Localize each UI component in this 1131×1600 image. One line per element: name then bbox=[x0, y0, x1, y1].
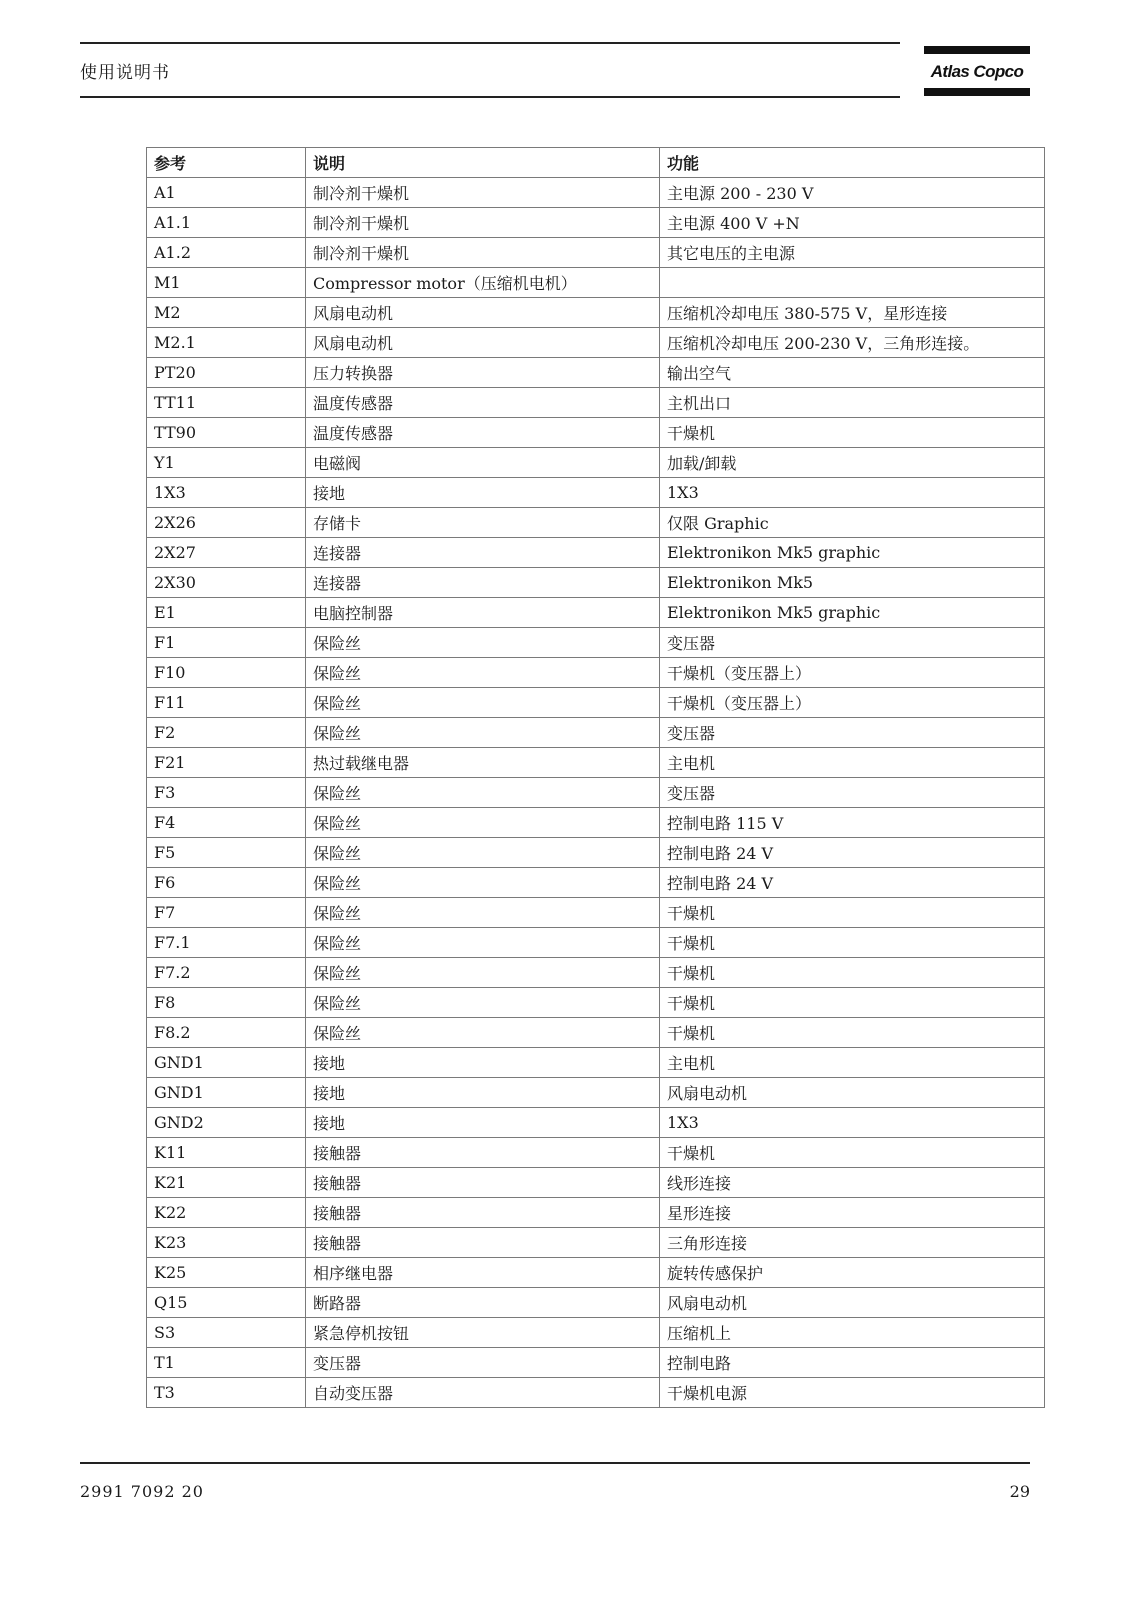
reference-cell: T3 bbox=[147, 1378, 306, 1408]
table-row bbox=[147, 928, 1045, 958]
reference-cell: GND1 bbox=[147, 1048, 306, 1078]
description-cell: 保险丝 bbox=[306, 838, 660, 868]
table-row bbox=[147, 778, 1045, 808]
reference-cell: GND1 bbox=[147, 1078, 306, 1108]
function-cell: 干燥机 bbox=[660, 898, 1045, 928]
table-row bbox=[147, 1138, 1045, 1168]
reference-cell: PT20 bbox=[147, 358, 306, 388]
description-cell: 电脑控制器 bbox=[306, 598, 660, 628]
reference-cell: Q15 bbox=[147, 1288, 306, 1318]
reference-table bbox=[146, 147, 1045, 1408]
table-row bbox=[147, 718, 1045, 748]
table-row bbox=[147, 1288, 1045, 1318]
table-row bbox=[147, 1378, 1045, 1408]
reference-cell: F1 bbox=[147, 628, 306, 658]
reference-cell: 2X27 bbox=[147, 538, 306, 568]
description-cell: 连接器 bbox=[306, 568, 660, 598]
table-row bbox=[147, 1168, 1045, 1198]
description-cell: 风扇电动机 bbox=[306, 328, 660, 358]
table-row bbox=[147, 628, 1045, 658]
description-cell: 温度传感器 bbox=[306, 418, 660, 448]
function-cell: 压缩机上 bbox=[660, 1318, 1045, 1348]
reference-cell: TT11 bbox=[147, 388, 306, 418]
description-cell: 接地 bbox=[306, 1078, 660, 1108]
function-cell: 干燥机（变压器上） bbox=[660, 658, 1045, 688]
function-cell: 主电机 bbox=[660, 1048, 1045, 1078]
description-cell: 接触器 bbox=[306, 1138, 660, 1168]
reference-cell: F2 bbox=[147, 718, 306, 748]
reference-cell: F5 bbox=[147, 838, 306, 868]
function-cell: 主电源 400 V +N bbox=[660, 208, 1045, 238]
reference-cell: K21 bbox=[147, 1168, 306, 1198]
table-row bbox=[147, 448, 1045, 478]
table-row bbox=[147, 748, 1045, 778]
reference-cell: A1.1 bbox=[147, 208, 306, 238]
logo-wordmark bbox=[924, 58, 1030, 84]
description-cell: 自动变压器 bbox=[306, 1378, 660, 1408]
table-row bbox=[147, 1258, 1045, 1288]
reference-cell: 1X3 bbox=[147, 478, 306, 508]
description-cell: 保险丝 bbox=[306, 808, 660, 838]
function-cell: 压缩机冷却电压 200-230 V，三角形连接。 bbox=[660, 328, 1045, 358]
reference-cell: F6 bbox=[147, 868, 306, 898]
function-cell: Elektronikon Mk5 bbox=[660, 568, 1045, 598]
description-cell: 热过载继电器 bbox=[306, 748, 660, 778]
table-row bbox=[147, 1018, 1045, 1048]
table-row bbox=[147, 658, 1045, 688]
description-cell: 接地 bbox=[306, 478, 660, 508]
reference-cell: S3 bbox=[147, 1318, 306, 1348]
description-cell: 保险丝 bbox=[306, 718, 660, 748]
description-cell: 保险丝 bbox=[306, 988, 660, 1018]
table-row bbox=[147, 508, 1045, 538]
table-row bbox=[147, 1228, 1045, 1258]
description-cell: 保险丝 bbox=[306, 928, 660, 958]
table-row bbox=[147, 178, 1045, 208]
function-cell: 输出空气 bbox=[660, 358, 1045, 388]
function-cell: 变压器 bbox=[660, 718, 1045, 748]
description-cell: 制冷剂干燥机 bbox=[306, 178, 660, 208]
table-row bbox=[147, 838, 1045, 868]
table-row bbox=[147, 358, 1045, 388]
function-cell: 风扇电动机 bbox=[660, 1078, 1045, 1108]
reference-cell: K25 bbox=[147, 1258, 306, 1288]
description-cell: 温度传感器 bbox=[306, 388, 660, 418]
description-cell: 相序继电器 bbox=[306, 1258, 660, 1288]
table-row bbox=[147, 298, 1045, 328]
table-row bbox=[147, 478, 1045, 508]
reference-cell: K23 bbox=[147, 1228, 306, 1258]
reference-cell: F7 bbox=[147, 898, 306, 928]
reference-cell: F7.2 bbox=[147, 958, 306, 988]
page-number: 29 bbox=[1009, 1482, 1030, 1501]
function-cell: Elektronikon Mk5 graphic bbox=[660, 598, 1045, 628]
column-header-description: 说明 bbox=[306, 148, 660, 178]
description-cell: 压力转换器 bbox=[306, 358, 660, 388]
description-cell: 紧急停机按钮 bbox=[306, 1318, 660, 1348]
description-cell: 保险丝 bbox=[306, 868, 660, 898]
table-row bbox=[147, 988, 1045, 1018]
table-row bbox=[147, 538, 1045, 568]
reference-cell: F11 bbox=[147, 688, 306, 718]
reference-cell: M2.1 bbox=[147, 328, 306, 358]
reference-cell: E1 bbox=[147, 598, 306, 628]
function-cell: 干燥机 bbox=[660, 928, 1045, 958]
footer-rule bbox=[80, 1462, 1030, 1464]
reference-cell: A1.2 bbox=[147, 238, 306, 268]
function-cell: 风扇电动机 bbox=[660, 1288, 1045, 1318]
function-cell: 干燥机 bbox=[660, 988, 1045, 1018]
reference-cell: F10 bbox=[147, 658, 306, 688]
description-cell: 保险丝 bbox=[306, 688, 660, 718]
reference-table-header bbox=[147, 148, 1045, 178]
description-cell: 断路器 bbox=[306, 1288, 660, 1318]
reference-cell: F3 bbox=[147, 778, 306, 808]
function-cell bbox=[660, 268, 1045, 298]
table-row bbox=[147, 1198, 1045, 1228]
function-cell: 干燥机 bbox=[660, 1018, 1045, 1048]
description-cell: 保险丝 bbox=[306, 628, 660, 658]
description-cell: 保险丝 bbox=[306, 1018, 660, 1048]
column-header-function: 功能 bbox=[660, 148, 1045, 178]
table-row bbox=[147, 1318, 1045, 1348]
reference-cell: K22 bbox=[147, 1198, 306, 1228]
function-cell: 三角形连接 bbox=[660, 1228, 1045, 1258]
table-row bbox=[147, 898, 1045, 928]
document-title: 使用说明书 bbox=[80, 63, 170, 83]
function-cell: 控制电路 115 V bbox=[660, 808, 1045, 838]
svg-text:Atlas Copco: Atlas Copco bbox=[930, 62, 1024, 81]
reference-cell: M2 bbox=[147, 298, 306, 328]
function-cell: 控制电路 24 V bbox=[660, 838, 1045, 868]
function-cell: 主电源 200 - 230 V bbox=[660, 178, 1045, 208]
table-row bbox=[147, 328, 1045, 358]
reference-cell: F8.2 bbox=[147, 1018, 306, 1048]
table-row bbox=[147, 1048, 1045, 1078]
function-cell: 干燥机 bbox=[660, 958, 1045, 988]
function-cell: 干燥机（变压器上） bbox=[660, 688, 1045, 718]
reference-cell: TT90 bbox=[147, 418, 306, 448]
function-cell: 1X3 bbox=[660, 1108, 1045, 1138]
description-cell: 存储卡 bbox=[306, 508, 660, 538]
column-header-reference: 参考 bbox=[147, 148, 306, 178]
description-cell: 电磁阀 bbox=[306, 448, 660, 478]
description-cell: 接地 bbox=[306, 1048, 660, 1078]
reference-cell: F7.1 bbox=[147, 928, 306, 958]
description-cell: Compressor motor（压缩机电机） bbox=[306, 268, 660, 298]
table-row bbox=[147, 868, 1045, 898]
function-cell: Elektronikon Mk5 graphic bbox=[660, 538, 1045, 568]
function-cell: 加载/卸载 bbox=[660, 448, 1045, 478]
table-row bbox=[147, 208, 1045, 238]
table-row bbox=[147, 1078, 1045, 1108]
description-cell: 保险丝 bbox=[306, 658, 660, 688]
function-cell: 控制电路 24 V bbox=[660, 868, 1045, 898]
table-row bbox=[147, 238, 1045, 268]
table-row bbox=[147, 598, 1045, 628]
header-top-rule bbox=[80, 42, 900, 44]
function-cell: 其它电压的主电源 bbox=[660, 238, 1045, 268]
reference-table-body bbox=[147, 178, 1045, 1408]
atlas-copco-logo bbox=[924, 46, 1030, 98]
function-cell: 干燥机 bbox=[660, 1138, 1045, 1168]
header-row bbox=[147, 148, 1045, 178]
description-cell: 风扇电动机 bbox=[306, 298, 660, 328]
reference-cell: T1 bbox=[147, 1348, 306, 1378]
reference-cell: GND2 bbox=[147, 1108, 306, 1138]
reference-cell: F4 bbox=[147, 808, 306, 838]
description-cell: 变压器 bbox=[306, 1348, 660, 1378]
function-cell: 控制电路 bbox=[660, 1348, 1045, 1378]
description-cell: 保险丝 bbox=[306, 778, 660, 808]
reference-cell: 2X26 bbox=[147, 508, 306, 538]
description-cell: 制冷剂干燥机 bbox=[306, 238, 660, 268]
function-cell: 主机出口 bbox=[660, 388, 1045, 418]
function-cell: 干燥机 bbox=[660, 418, 1045, 448]
function-cell: 仅限 Graphic bbox=[660, 508, 1045, 538]
table-row bbox=[147, 958, 1045, 988]
table-row bbox=[147, 388, 1045, 418]
function-cell: 干燥机电源 bbox=[660, 1378, 1045, 1408]
table-row bbox=[147, 268, 1045, 298]
logo-top-bar bbox=[924, 46, 1030, 54]
function-cell: 变压器 bbox=[660, 778, 1045, 808]
reference-cell: K11 bbox=[147, 1138, 306, 1168]
function-cell: 线形连接 bbox=[660, 1168, 1045, 1198]
reference-cell: 2X30 bbox=[147, 568, 306, 598]
description-cell: 接地 bbox=[306, 1108, 660, 1138]
function-cell: 1X3 bbox=[660, 478, 1045, 508]
table-row bbox=[147, 808, 1045, 838]
description-cell: 接触器 bbox=[306, 1228, 660, 1258]
logo-bottom-bar bbox=[924, 88, 1030, 96]
reference-cell: Y1 bbox=[147, 448, 306, 478]
reference-cell: M1 bbox=[147, 268, 306, 298]
table-row bbox=[147, 688, 1045, 718]
description-cell: 保险丝 bbox=[306, 958, 660, 988]
function-cell: 旋转传感保护 bbox=[660, 1258, 1045, 1288]
description-cell: 接触器 bbox=[306, 1198, 660, 1228]
document-number: 2991 7092 20 bbox=[80, 1482, 204, 1501]
reference-cell: F21 bbox=[147, 748, 306, 778]
description-cell: 制冷剂干燥机 bbox=[306, 208, 660, 238]
description-cell: 连接器 bbox=[306, 538, 660, 568]
table-row bbox=[147, 1348, 1045, 1378]
reference-cell: A1 bbox=[147, 178, 306, 208]
header-bottom-rule bbox=[80, 96, 900, 98]
table-row bbox=[147, 418, 1045, 448]
description-cell: 保险丝 bbox=[306, 898, 660, 928]
function-cell: 星形连接 bbox=[660, 1198, 1045, 1228]
reference-cell: F8 bbox=[147, 988, 306, 1018]
function-cell: 变压器 bbox=[660, 628, 1045, 658]
table-row bbox=[147, 568, 1045, 598]
description-cell: 接触器 bbox=[306, 1168, 660, 1198]
function-cell: 压缩机冷却电压 380-575 V，星形连接 bbox=[660, 298, 1045, 328]
function-cell: 主电机 bbox=[660, 748, 1045, 778]
table-row bbox=[147, 1108, 1045, 1138]
